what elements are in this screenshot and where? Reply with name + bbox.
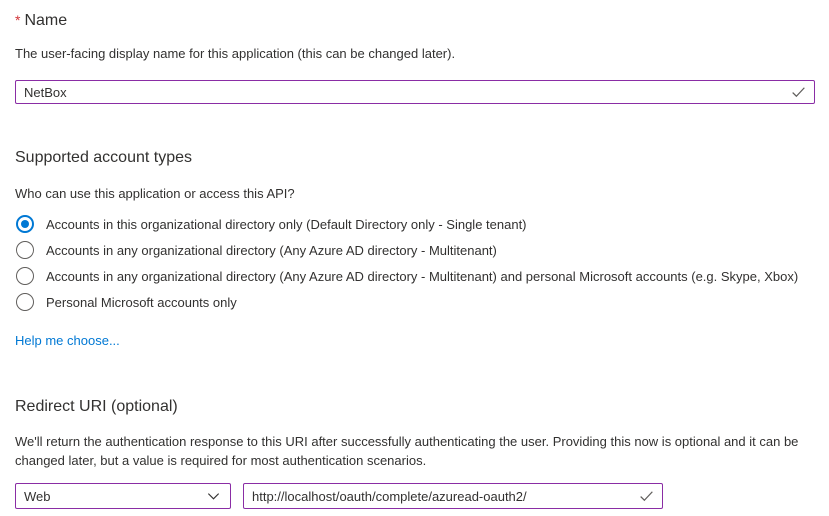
chevron-down-icon [206,489,221,504]
radio-option-personal-only[interactable] [15,289,815,315]
name-field-wrap [15,80,815,104]
radio-icon [16,267,34,285]
name-input[interactable] [15,80,815,104]
supported-account-types-section [15,147,815,350]
radio-option-label: Personal Microsoft accounts only [46,294,237,310]
name-heading-label: Name [24,12,68,29]
name-section [15,10,815,104]
radio-option-multitenant[interactable] [15,237,815,263]
radio-option-label: Accounts in any organizational directory (Any Azure AD directory - Multitenant) [46,242,497,258]
name-description: The user-facing display name for this application (this can be changed later). [15,46,456,61]
redirect-uri-input[interactable] [243,483,663,509]
radio-icon [16,215,34,233]
radio-option-multitenant-personal[interactable] [15,263,815,289]
account-types-question: Who can use this application or access this API? [15,186,295,201]
redirect-uri-row [15,483,815,509]
radio-option-label: Accounts in this organizational directory only (Default Directory only - Single tenant) [46,216,527,232]
radio-icon [16,241,34,259]
redirect-uri-field-wrap [243,483,663,509]
platform-select[interactable] [15,483,231,509]
account-types-heading: Supported account types [15,149,193,166]
radio-option-single-tenant[interactable] [15,211,815,237]
help-me-choose-link[interactable]: Help me choose... [15,333,120,348]
radio-icon [16,293,34,311]
name-heading [15,10,815,31]
redirect-uri-heading: Redirect URI (optional) [15,398,178,415]
account-type-radio-group [15,211,815,315]
required-asterisk: * [15,12,21,28]
radio-option-label: Accounts in any organizational directory (Any Azure AD directory - Multitenant) and personal Microsoft accounts (e.g. Skype, Xbox) [46,268,799,284]
platform-select-value: Web [24,488,51,504]
redirect-uri-section [15,396,815,509]
redirect-uri-description: We'll return the authentication response to this URI after successfully authenticating the user. Providing this now is optional and it can be changed later, but a value is required for most authentication scenarios. [15,434,799,468]
